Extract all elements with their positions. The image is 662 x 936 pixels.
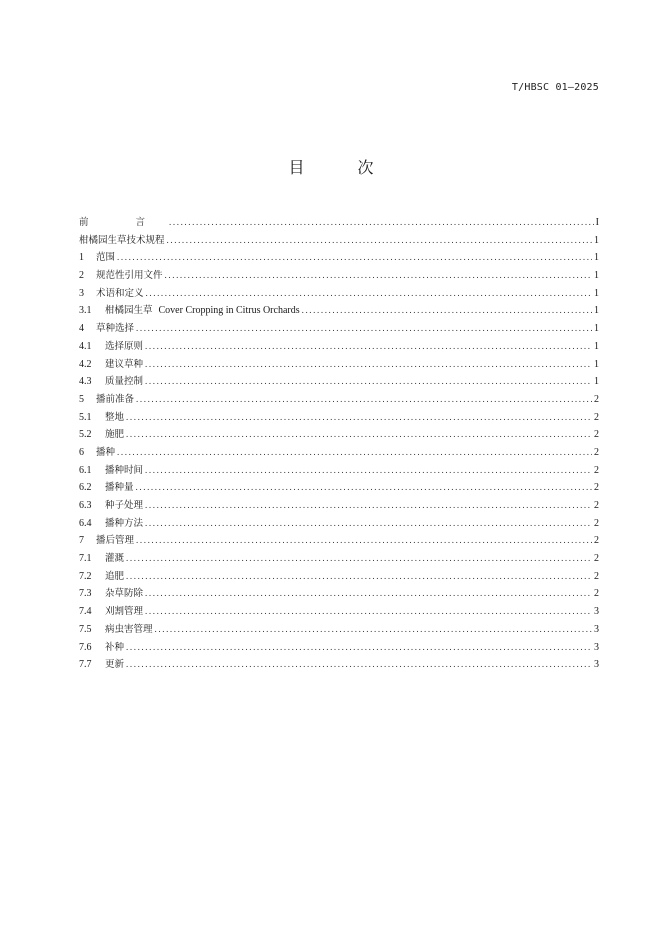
toc-entry-label-text: 刈割管理 xyxy=(105,606,144,618)
toc-entry-page: 2 xyxy=(594,535,599,547)
toc-entry-page: 2 xyxy=(594,570,599,582)
document-code: T/HBSC 01—2025 xyxy=(511,82,599,93)
toc-entry[interactable] xyxy=(79,603,599,621)
toc-entry[interactable] xyxy=(79,426,599,444)
toc-entry-number: 7.4 xyxy=(79,606,92,618)
toc-entry-page: 3 xyxy=(594,659,599,671)
toc-entry[interactable] xyxy=(79,656,599,674)
toc-entry[interactable] xyxy=(79,409,599,427)
toc-entry-page: 1 xyxy=(594,234,599,246)
toc-leader-dots xyxy=(167,235,592,245)
toc-entry[interactable] xyxy=(79,568,599,586)
toc-entry-label xyxy=(79,232,165,246)
toc-entry-label-text: 补种 xyxy=(105,641,125,653)
toc-entry-number: 5.2 xyxy=(79,429,92,441)
toc-entry-number: 5.1 xyxy=(79,411,92,423)
toc-entry[interactable] xyxy=(79,232,599,250)
toc-entry-page: 1 xyxy=(594,340,599,352)
toc-entry[interactable] xyxy=(79,497,599,515)
toc-leader-dots xyxy=(145,588,592,598)
toc-leader-dots xyxy=(136,535,592,545)
toc-entry-number: 6.4 xyxy=(79,517,92,529)
toc-entry-label xyxy=(96,249,115,263)
toc-leader-dots xyxy=(117,447,592,457)
toc-leader-dots xyxy=(136,323,592,333)
toc-leader-dots xyxy=(126,553,592,563)
toc-entry-label xyxy=(105,338,143,352)
toc-entry-label-text: 种子处理 xyxy=(105,500,144,511)
toc-entry-number: 7 xyxy=(79,535,84,547)
toc-entry-number: 7.1 xyxy=(79,553,92,565)
toc-entry-page: 2 xyxy=(594,553,599,565)
toc-leader-dots xyxy=(146,288,592,298)
toc-entry[interactable] xyxy=(79,320,599,338)
toc-entry-label xyxy=(105,462,143,476)
toc-entry-label-text: 播种 xyxy=(96,446,116,458)
toc-entry-page: I xyxy=(595,217,599,228)
toc-leader-dots xyxy=(155,624,592,634)
toc-entry-label-text: 播种时间 xyxy=(105,464,144,476)
toc-entry-label-text: 术语和定义 xyxy=(96,287,144,299)
toc-entry-number: 4.2 xyxy=(79,358,92,370)
toc-entry-label-text: 质量控制 xyxy=(105,376,144,388)
toc-entry-label-text: 范围 xyxy=(96,252,116,264)
toc-entry-number: 7.6 xyxy=(79,641,92,653)
toc-entry-label-text: 播前准备 xyxy=(96,393,135,405)
toc-leader-dots xyxy=(126,642,592,652)
toc-entry-number: 7.3 xyxy=(79,588,92,600)
toc-entry-label xyxy=(105,356,143,370)
toc-entry[interactable] xyxy=(79,214,599,232)
toc-entry-label xyxy=(96,320,134,334)
toc-entry-label xyxy=(105,621,153,635)
toc-entry[interactable] xyxy=(79,639,599,657)
toc-entry-label-text: 追肥 xyxy=(105,570,125,582)
toc-leader-dots xyxy=(145,341,592,351)
toc-entry-number: 7.5 xyxy=(79,623,92,635)
toc-entry-label xyxy=(105,373,143,387)
toc-entry-label-text: 更新 xyxy=(105,659,125,671)
toc-entry-label xyxy=(96,391,134,405)
toc-entry-label-english: Cover Cropping in Citrus Orchards xyxy=(158,305,300,317)
toc-entry-label-text: 杂草防除 xyxy=(105,588,144,600)
toc-entry-label-text: 播种量 xyxy=(105,482,134,494)
table-of-contents xyxy=(79,214,599,674)
toc-entry-label-text: 选择原则 xyxy=(105,340,144,352)
toc-entry-label xyxy=(96,285,144,299)
toc-entry-label xyxy=(105,409,124,423)
toc-entry[interactable] xyxy=(79,532,599,550)
toc-entry-page: 1 xyxy=(594,323,599,335)
toc-entry-label xyxy=(105,479,134,493)
toc-entry-page: 2 xyxy=(594,429,599,441)
toc-entry-page: 2 xyxy=(594,446,599,458)
toc-entry-number: 5 xyxy=(79,393,84,405)
toc-entry-page: 1 xyxy=(594,305,599,317)
toc-entry-number: 4.1 xyxy=(79,340,92,352)
toc-entry-page: 1 xyxy=(594,270,599,282)
page-title: 目 次 xyxy=(288,158,398,177)
toc-entry[interactable] xyxy=(79,515,599,533)
toc-entry-label-text: 规范性引用文件 xyxy=(96,270,163,282)
toc-entry-label xyxy=(105,302,300,316)
toc-entry-page: 2 xyxy=(594,411,599,423)
toc-leader-dots xyxy=(126,429,592,439)
toc-entry-page: 2 xyxy=(594,464,599,476)
toc-entry-label xyxy=(105,550,124,564)
toc-entry-label xyxy=(96,532,134,546)
toc-entry-label-text: 柑橘园生草 xyxy=(105,305,153,317)
toc-entry-page: 1 xyxy=(594,252,599,264)
toc-leader-dots xyxy=(126,412,592,422)
toc-entry-page: 3 xyxy=(594,641,599,653)
toc-entry-label-text: 草种选择 xyxy=(96,323,135,335)
toc-entry-label-text: 施肥 xyxy=(105,429,125,441)
toc-entry-label xyxy=(96,444,115,458)
toc-entry-label xyxy=(96,267,163,281)
toc-entry-label xyxy=(105,426,124,440)
toc-entry-label-text: 柑橘园生草技术规程 xyxy=(79,234,165,246)
toc-entry-number: 6.1 xyxy=(79,464,92,476)
toc-leader-dots xyxy=(145,500,592,510)
toc-entry[interactable] xyxy=(79,479,599,497)
toc-leader-dots xyxy=(126,659,592,669)
toc-entry-label xyxy=(105,656,124,670)
toc-entry[interactable] xyxy=(79,356,599,374)
toc-entry[interactable] xyxy=(79,462,599,480)
toc-leader-dots xyxy=(165,270,592,280)
toc-entry-page: 3 xyxy=(594,606,599,618)
toc-entry-number: 3 xyxy=(79,287,84,299)
toc-entry-page: 1 xyxy=(594,358,599,370)
toc-entry-label xyxy=(105,603,143,617)
toc-entry-number: 4.3 xyxy=(79,376,92,388)
toc-entry[interactable] xyxy=(79,373,599,391)
toc-entry-number: 7.7 xyxy=(79,659,92,671)
toc-entry-label xyxy=(105,497,143,511)
toc-entry-number: 3.1 xyxy=(79,305,92,317)
toc-leader-dots xyxy=(145,359,592,369)
toc-leader-dots xyxy=(145,465,592,475)
toc-entry-label xyxy=(105,585,143,599)
toc-entry[interactable] xyxy=(79,249,599,267)
toc-entry-number: 2 xyxy=(79,270,84,282)
toc-leader-dots xyxy=(136,482,592,492)
toc-entry-page: 2 xyxy=(594,482,599,494)
toc-entry[interactable] xyxy=(79,585,599,603)
toc-leader-dots xyxy=(169,217,594,227)
toc-entry-page: 2 xyxy=(594,588,599,600)
toc-entry[interactable] xyxy=(79,302,599,320)
toc-leader-dots xyxy=(145,518,592,528)
toc-entry-page: 1 xyxy=(594,376,599,388)
toc-entry-number: 7.2 xyxy=(79,570,92,582)
toc-entry-number: 4 xyxy=(79,323,84,335)
toc-entry-label-text: 灌溉 xyxy=(105,553,125,565)
toc-entry-label xyxy=(105,639,124,653)
toc-entry-label-text: 整地 xyxy=(105,411,125,423)
toc-entry[interactable] xyxy=(79,391,599,409)
toc-leader-dots xyxy=(145,376,592,386)
toc-entry-number: 6.2 xyxy=(79,482,92,494)
toc-entry-label xyxy=(105,568,124,582)
toc-entry[interactable] xyxy=(79,550,599,568)
toc-leader-dots xyxy=(117,252,592,262)
toc-entry-label xyxy=(79,214,167,228)
toc-entry[interactable] xyxy=(79,267,599,285)
toc-leader-dots xyxy=(302,305,592,315)
toc-entry-page: 3 xyxy=(594,623,599,635)
toc-entry-label-text: 病虫害管理 xyxy=(105,623,153,635)
toc-entry[interactable] xyxy=(79,338,599,356)
toc-entry-label-text: 播种方法 xyxy=(105,517,144,529)
toc-entry[interactable] xyxy=(79,444,599,462)
toc-entry-label-text: 前 言 xyxy=(79,217,168,228)
toc-entry-label-text: 建议草种 xyxy=(105,358,144,370)
toc-entry-label xyxy=(105,515,143,529)
toc-entry-page: 1 xyxy=(594,287,599,299)
toc-entry[interactable] xyxy=(79,285,599,303)
toc-leader-dots xyxy=(145,606,592,616)
toc-entry-label-text: 播后管理 xyxy=(96,535,135,547)
toc-entry-page: 2 xyxy=(594,393,599,405)
toc-leader-dots xyxy=(126,571,592,581)
toc-entry-number: 6 xyxy=(79,446,84,458)
toc-entry-page: 2 xyxy=(594,500,599,511)
toc-entry-number: 6.3 xyxy=(79,500,92,511)
toc-entry-number: 1 xyxy=(79,252,84,264)
toc-entry-page: 2 xyxy=(594,517,599,529)
toc-entry[interactable] xyxy=(79,621,599,639)
toc-leader-dots xyxy=(136,394,592,404)
